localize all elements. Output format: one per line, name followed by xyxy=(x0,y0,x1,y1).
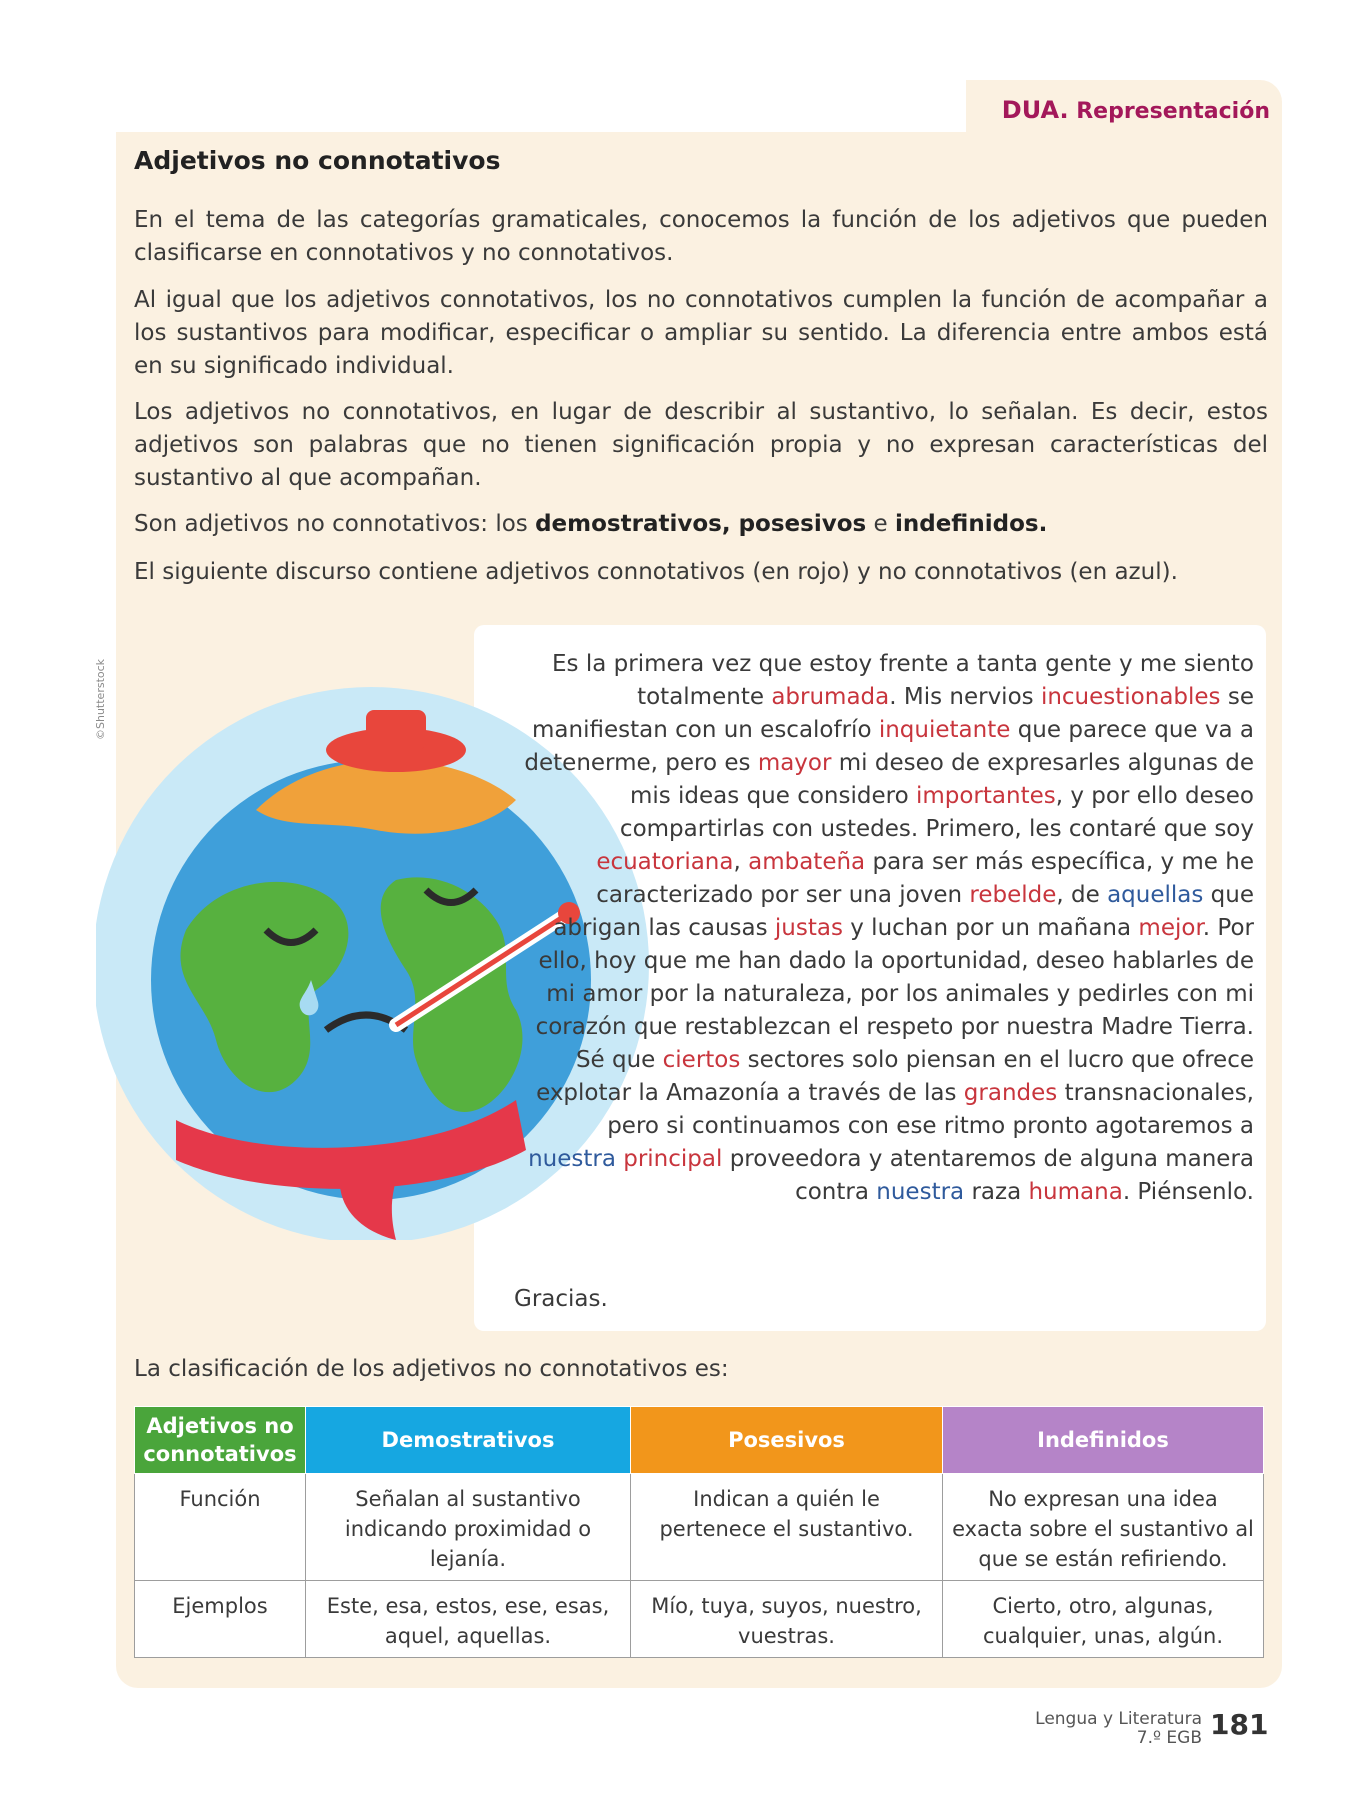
connotative-adjective: ecuatoriana xyxy=(596,849,734,875)
speech-segment: , y por ello deseo compartirlas con ustedes. Primero, les contaré que soy xyxy=(619,783,1254,842)
connotative-adjective: rebelde xyxy=(969,882,1057,908)
p4-bold-demostrativos: demostrativos, posesivos xyxy=(535,511,867,537)
speech-segment: y luchan por un mañana xyxy=(842,915,1139,941)
speech-segment: raza xyxy=(964,1179,1029,1205)
speech-segment: que abrigan las causas xyxy=(553,882,1254,941)
p4-connector: e xyxy=(866,511,895,537)
footer-subject-name: Lengua y Literatura xyxy=(1035,1709,1202,1729)
cell-ejemplos-indefinidos: Cierto, otro, algunas, cualquier, unas, algún. xyxy=(943,1581,1264,1658)
dua-label xyxy=(1002,96,1270,124)
connotative-adjective: principal xyxy=(623,1146,723,1172)
speech-segment: , xyxy=(733,849,749,875)
speech-text xyxy=(514,648,1254,1209)
section-title: Adjetivos no connotativos xyxy=(134,146,501,175)
page-number: 181 xyxy=(1210,1708,1269,1741)
connotative-adjective: ciertos xyxy=(662,1047,741,1073)
classification-table xyxy=(134,1406,1264,1658)
header-indefinidos: Indefinidos xyxy=(943,1407,1264,1474)
speech-segment: transnacionales, pero si continuamos con ese ritmo pronto agotaremos a xyxy=(607,1080,1254,1139)
connotative-adjective: incuestionables xyxy=(1040,684,1221,710)
connotative-adjective: justas xyxy=(774,915,843,941)
panel-top-cutout xyxy=(116,80,966,132)
table-intro: La clasificación de los adjetivos no connotativos es: xyxy=(134,1356,729,1382)
paragraph-4 xyxy=(134,508,1268,541)
paragraph-5: El siguiente discurso contiene adjetivos connotativos (en rojo) y no connotativos (en azul). xyxy=(134,559,1178,585)
speech-segment: proveedora y atentaremos de alguna manera contra xyxy=(722,1146,1254,1205)
speech-closing: Gracias. xyxy=(514,1286,608,1312)
connotative-adjective: ambateña xyxy=(748,849,866,875)
non-connotative-adjective: nuestra xyxy=(528,1146,616,1172)
speech-segment: mi deseo de expresarles algunas de mis ideas que considero xyxy=(629,750,1254,809)
connotative-adjective: humana xyxy=(1028,1179,1123,1205)
table-row xyxy=(135,1474,1264,1581)
connotative-adjective: grandes xyxy=(963,1080,1058,1106)
dua-abbrev: DUA. xyxy=(1001,96,1069,124)
row-label-ejemplos: Ejemplos xyxy=(135,1581,306,1658)
photo-credit: ©Shutterstock xyxy=(94,658,107,740)
paragraph-1: En el tema de las categorías gramaticales, conocemos la función de los adjetivos que pueden clasificarse en connotativos y no connotativos. xyxy=(134,207,1268,266)
header-posesivos: Posesivos xyxy=(631,1407,943,1474)
row-label-funcion: Función xyxy=(135,1474,306,1581)
paragraph-3: Los adjetivos no connotativos, en lugar de describir al sustantivo, lo señalan. Es decir, estos adjetivos son palabras que no tienen significación propia y no expresan características del sustantivo al que acompañan. xyxy=(134,399,1268,491)
speech-segment: para ser más específica, y me he caracterizado por ser una joven xyxy=(596,849,1254,908)
table-header-row xyxy=(135,1407,1264,1474)
connotative-adjective: abrumada xyxy=(771,684,890,710)
table-row xyxy=(135,1581,1264,1658)
header-adjetivos: Adjetivos no connotativos xyxy=(135,1407,306,1474)
cell-ejemplos-posesivos: Mío, tuya, suyos, nuestro, vuestras. xyxy=(631,1581,943,1658)
connotative-adjective: importantes xyxy=(915,783,1056,809)
speech-segment: . Piénsenlo. xyxy=(1122,1179,1254,1205)
speech-segment: , de xyxy=(1056,882,1108,908)
cell-ejemplos-demostrativos: Este, esa, estos, ese, esas, aquel, aquellas. xyxy=(306,1581,631,1658)
dua-representation: Representación xyxy=(1076,99,1270,124)
cell-funcion-posesivos: Indican a quién le pertenece el sustantivo. xyxy=(631,1474,943,1581)
speech-segment: . Por ello, hoy que me han dado la oportunidad, deseo hablarles de mi amor por la naturaleza, por los animales y pedirles con mi corazón que restablezcan el respeto por nuestra Madre Tierra. Sé que xyxy=(535,915,1254,1073)
connotative-adjective: inquietante xyxy=(878,717,1011,743)
cell-funcion-demostrativos: Señalan al sustantivo indicando proximidad o lejanía. xyxy=(306,1474,631,1581)
p4-text: Son adjetivos no connotativos: los xyxy=(134,511,536,537)
connotative-adjective: mayor xyxy=(757,750,832,776)
non-connotative-adjective: nuestra xyxy=(876,1179,965,1205)
cell-funcion-indefinidos: No expresan una idea exacta sobre el sustantivo al que se están refiriendo. xyxy=(943,1474,1264,1581)
speech-segment: se manifiestan con un escalofrío xyxy=(532,684,1254,743)
header-demostrativos: Demostrativos xyxy=(306,1407,631,1474)
footer-subject xyxy=(1012,1710,1202,1748)
speech-segment: que parece que va a detenerme, pero es xyxy=(524,717,1254,776)
paragraph-2: Al igual que los adjetivos connotativos, los no connotativos cumplen la función de acompañar a los sustantivos para modificar, especificar o ampliar su sentido. La diferencia entre ambos está en su significado individual. xyxy=(134,287,1268,379)
speech-segment: sectores solo piensan en el lucro que ofrece explotar la Amazonía a través de las xyxy=(536,1047,1254,1106)
speech-segment: . Mis nervios xyxy=(889,684,1041,710)
speech-segment: Es la primera vez que estoy frente a tanta gente y me siento totalmente xyxy=(552,651,1254,710)
p4-bold-indefinidos: indefinidos. xyxy=(894,511,1048,537)
connotative-adjective: mejor xyxy=(1138,915,1203,941)
footer-grade: 7.º EGB xyxy=(1136,1728,1202,1748)
non-connotative-adjective: aquellas xyxy=(1107,882,1204,908)
ice-pack-cap-top xyxy=(366,710,426,750)
